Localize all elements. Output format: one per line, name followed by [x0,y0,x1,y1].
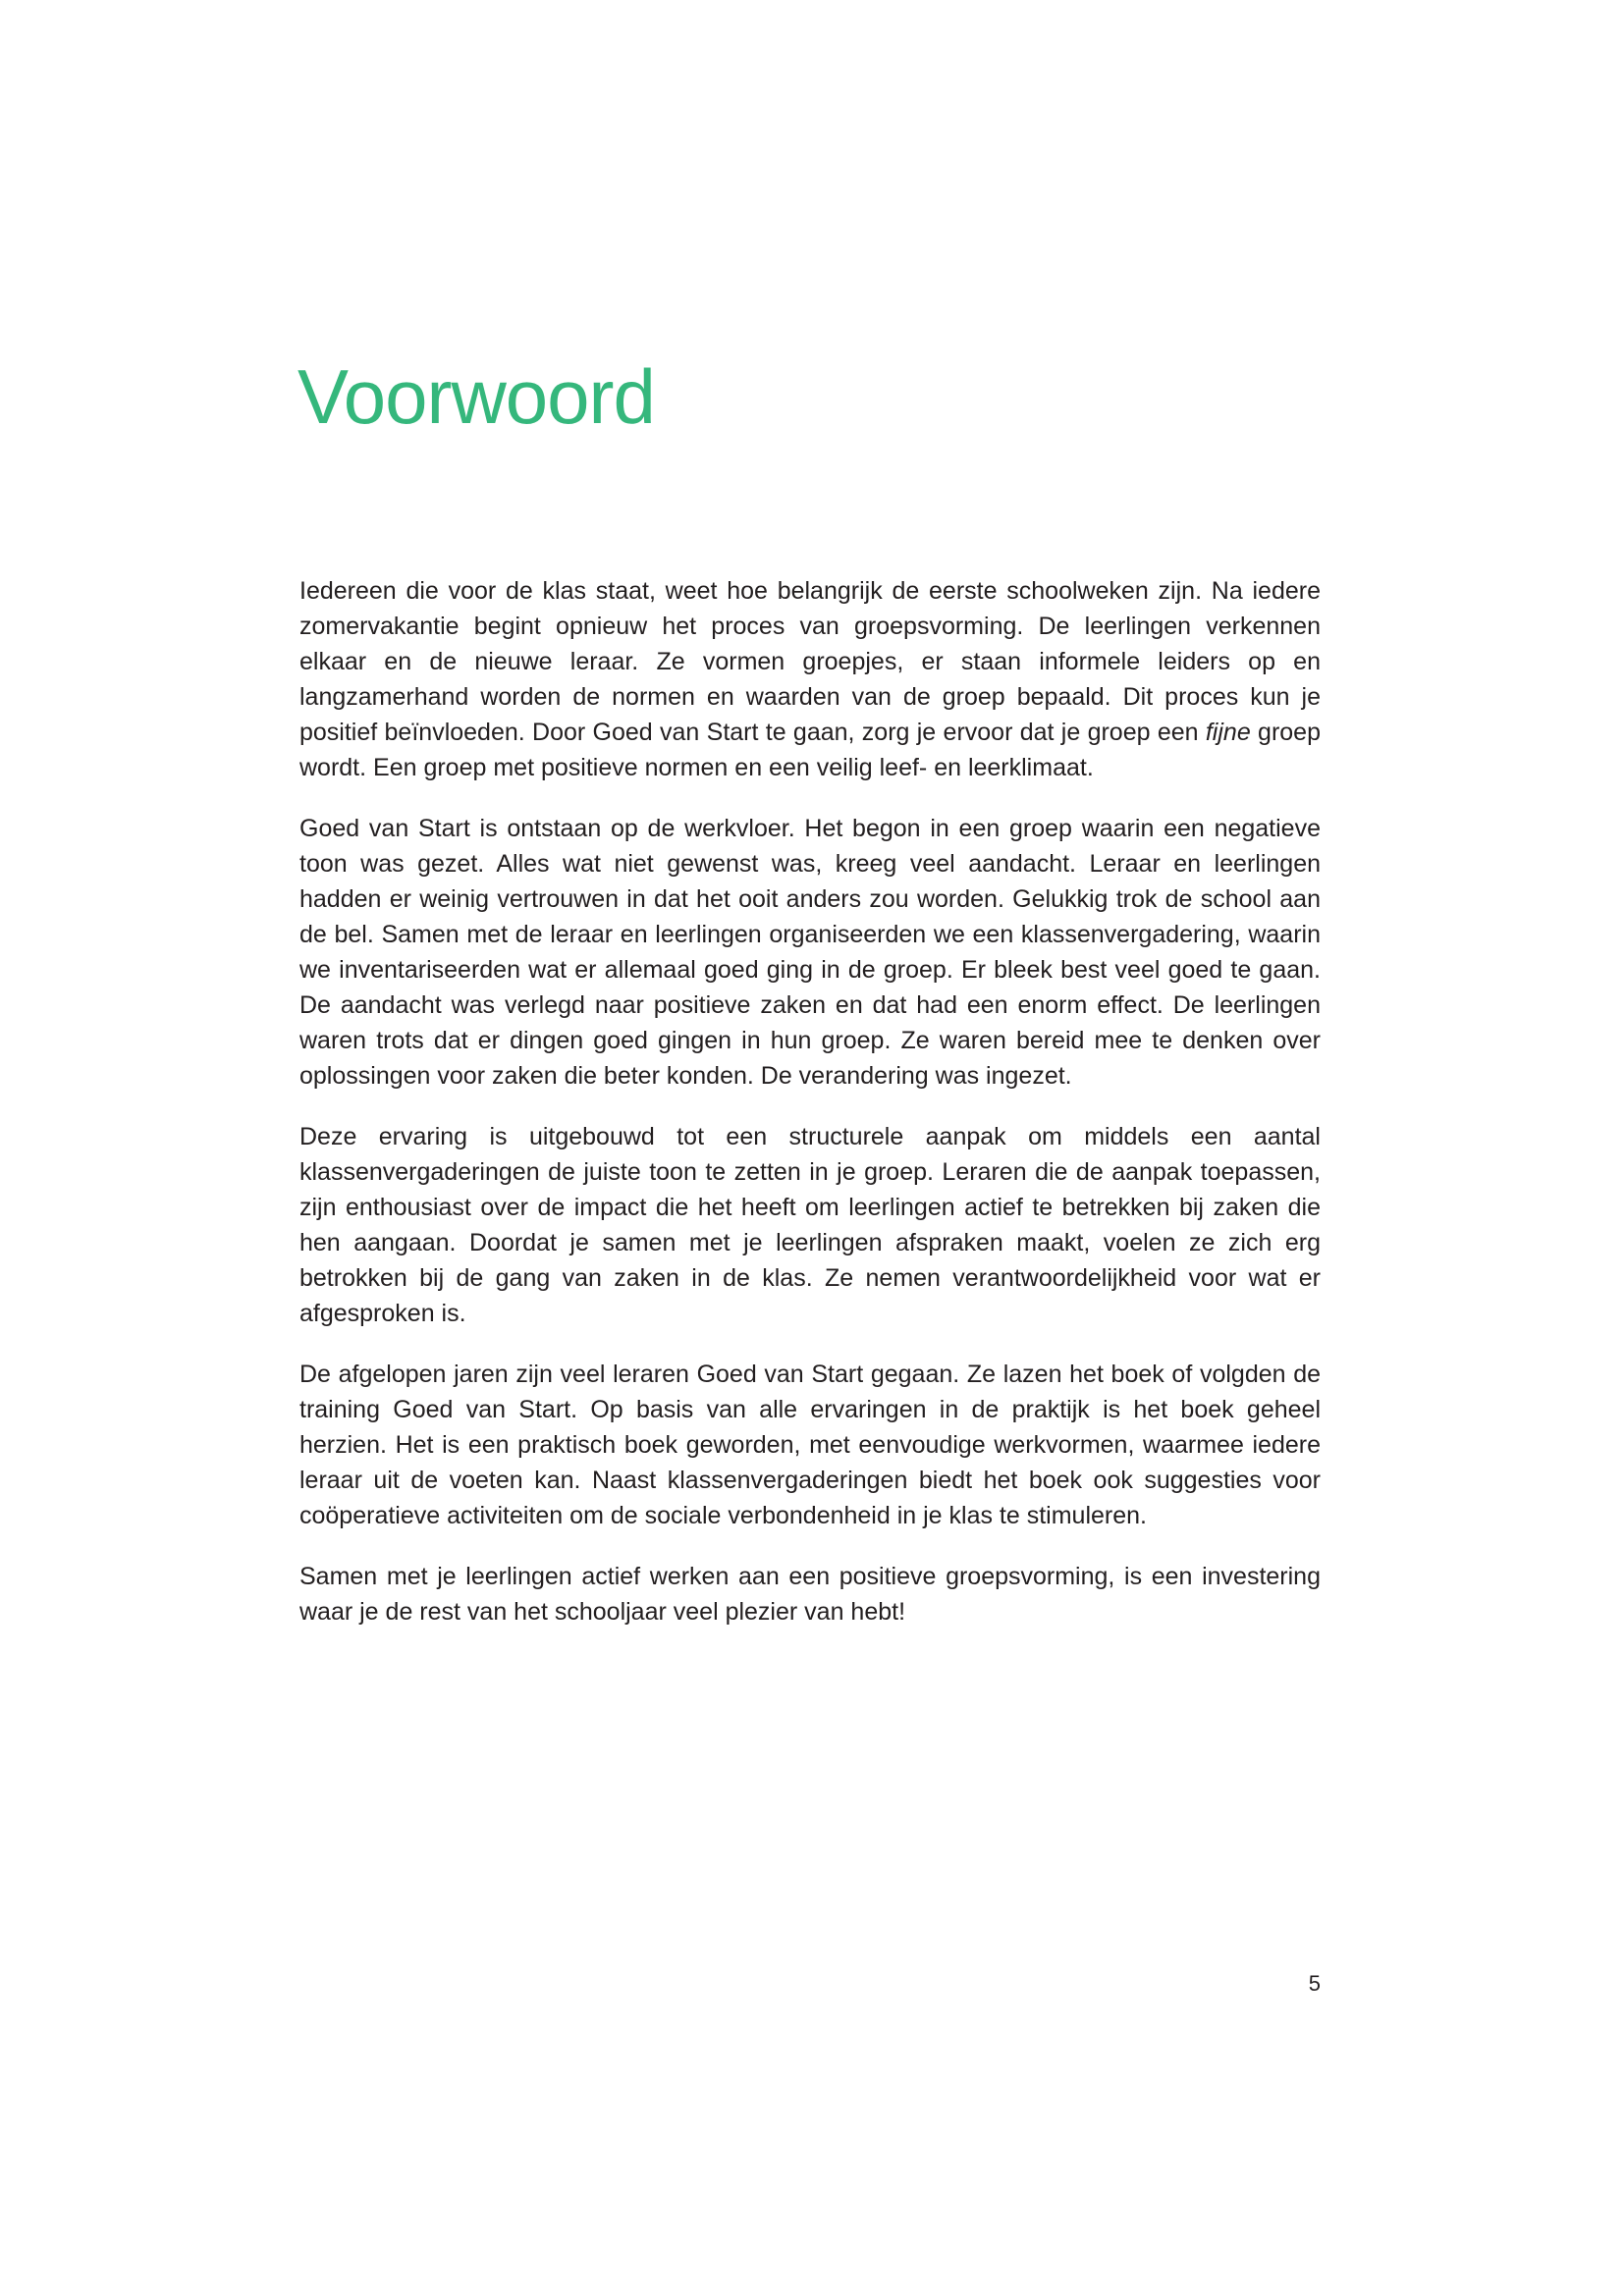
paragraph [299,1559,1321,1629]
paragraph [299,573,1321,785]
text-run: Goed van Start is ontstaan op de werkvloer. Het begon in een groep waarin een negatieve toon was gezet. Alles wat niet gewenst was, kreeg veel aandacht. Leraar en leerlingen hadden er weinig vertrouwen in dat het ooit anders zou worden. Gelukkig trok de school aan de bel. Samen met de leraar en leerlingen organiseerden we een klassenvergadering, waarin we inventariseerden wat er allemaal goed ging in de groep. Er bleek best veel goed te gaan. De aandacht was verlegd naar positieve zaken en dat had een enorm effect. De leerlingen waren trots dat er dingen goed gingen in hun groep. Ze waren bereid mee te denken over oplossingen voor zaken die beter konden. De verandering was ingezet. [299,815,1321,1090]
text-run: groep wordt. Een groep met positieve normen en een veilig leef- en leerklimaat. [299,719,1321,781]
text-run: Iedereen die voor de klas staat, weet hoe belangrijk de eerste schoolweken zijn. Na iedere zomervakantie begint opnieuw het proces van groepsvorming. De leerlingen verkennen elkaar en de nieuwe leraar. Ze vormen groepjes, er staan informele leiders op en langzamerhand worden de normen en waarden van de groep bepaald. Dit proces kun je positief beïnvloeden. Door Goed van Start te gaan, zorg je ervoor dat je groep een [299,577,1321,746]
body-text [299,573,1321,1655]
paragraph [299,1357,1321,1533]
page-title: Voorwoord [298,353,655,440]
paragraph [299,1119,1321,1331]
paragraph [299,811,1321,1094]
text-run: Deze ervaring is uitgebouwd tot een structurele aanpak om middels een aantal klassenvergaderingen de juiste toon te zetten in je groep. Leraren die de aanpak toepassen, zijn enthousiast over de impact die het heeft om leerlingen actief te betrekken bij zaken die hen aangaan. Doordat je samen met je leerlingen afspraken maakt, voelen ze zich erg betrokken bij de gang van zaken in de klas. Ze nemen verantwoordelijkheid voor wat er afgesproken is. [299,1123,1321,1327]
text-run: Samen met je leerlingen actief werken aan een positieve groepsvorming, is een investering waar je de rest van het schooljaar veel plezier van hebt! [299,1563,1321,1626]
text-run: De afgelopen jaren zijn veel leraren Goed van Start gegaan. Ze lazen het boek of volgden de training Goed van Start. Op basis van alle ervaringen in de praktijk is het boek geheel herzien. Het is een praktisch boek geworden, met eenvoudige werkvormen, waarmee iedere leraar uit de voeten kan. Naast klassenvergaderingen biedt het boek ook suggesties voor coöperatieve activiteiten om de sociale verbondenheid in je klas te stimuleren. [299,1361,1321,1529]
italic-text-run: fijne [1205,719,1251,746]
page-number: 5 [1308,1971,1321,1996]
